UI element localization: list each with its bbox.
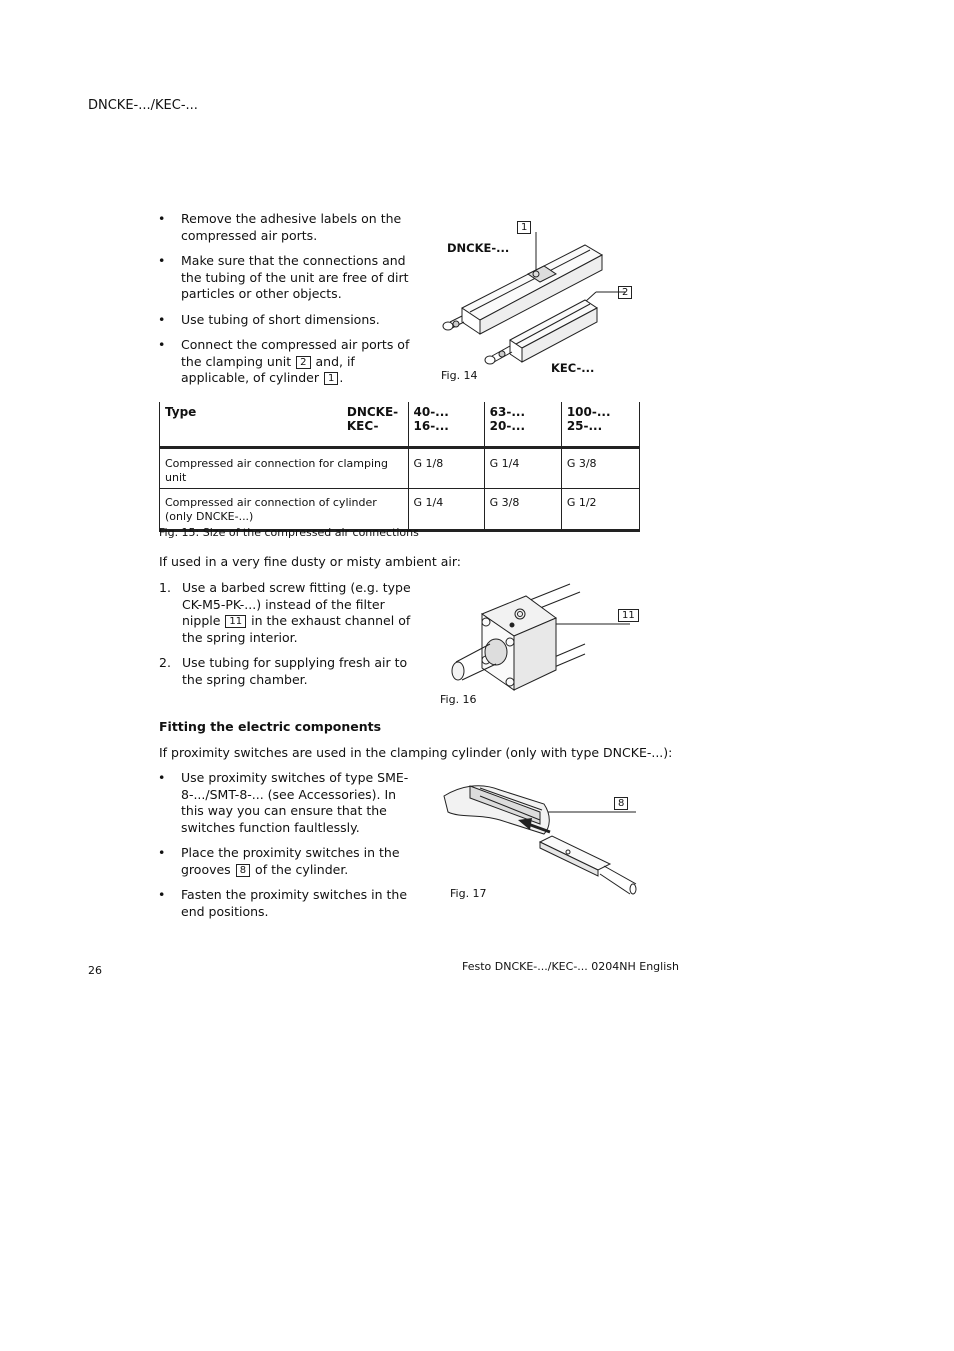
dusty-air-intro: If used in a very fine dusty or misty ambient air: <box>159 554 461 569</box>
list-item-text: Make sure that the connections and the tubing of the unit are free of dirt particles or other objects. <box>181 253 409 301</box>
list-item <box>159 580 421 646</box>
header-doc-ref: DNCKE-.../KEC-... <box>88 98 198 113</box>
list-item-text: Use tubing of short dimensions. <box>181 311 380 327</box>
fig14-label-dncke: DNCKE-... <box>447 241 510 255</box>
table-header-row <box>160 402 640 448</box>
fig17-proximity-switch-illustration <box>440 772 640 902</box>
bullet-mark: • <box>158 311 166 327</box>
list-item <box>158 887 420 920</box>
fig14-caption: Fig. 14 <box>441 369 478 382</box>
table-header-size-a: 63-... <box>489 405 526 419</box>
fig14-callout-1: 1 <box>517 221 531 234</box>
list-item <box>158 253 420 303</box>
table-cell: G 3/8 <box>484 489 561 531</box>
list-item <box>158 770 420 836</box>
table-cell: G 1/4 <box>484 448 561 489</box>
bullet-mark: • <box>158 770 166 785</box>
list-item-text: Use a barbed screw fitting (e.g. type CK-M5-PK-...) instead of the filter nipple <box>182 580 411 628</box>
table-row-label: Compressed air connection for clamping unit <box>160 448 409 489</box>
table-header-size-a: 100-... <box>566 405 611 419</box>
fig14-cylinders-illustration <box>440 230 640 380</box>
table-header-size-b: 25-... <box>566 419 603 433</box>
list-item-text: . <box>339 370 344 385</box>
bullet-mark: • <box>158 337 166 352</box>
list-item-text: Use tubing for supplying fresh air to the spring chamber. <box>182 655 408 687</box>
table-header-size <box>561 402 639 448</box>
install-bullet-list <box>158 211 420 396</box>
fig16-caption: Fig. 16 <box>440 693 477 706</box>
connection-size-table <box>159 402 640 532</box>
table-row-label-line2: (only DNCKE-...) <box>165 510 254 523</box>
section-title-electric: Fitting the electric components <box>159 719 382 734</box>
table-header-size-b: 20-... <box>489 419 526 433</box>
list-item-text: Use proximity switches of type SME-8-.../SMT-8-... (see Accessories). In this way you can ensure that the switches function faultlessly. <box>181 770 409 835</box>
proximity-bullet-list <box>158 770 420 929</box>
table-row <box>160 489 640 531</box>
callout-ref-box: 2 <box>296 356 310 369</box>
table-cell: G 1/8 <box>408 448 484 489</box>
table-header-model-line2: KEC- <box>346 419 379 433</box>
proximity-intro: If proximity switches are used in the clamping cylinder (only with type DNCKE-...): <box>159 745 673 760</box>
table-row-label-line1: Compressed air connection of cylinder <box>165 496 377 509</box>
fig14-callout-2: 2 <box>618 286 632 299</box>
dusty-air-steps <box>159 580 421 697</box>
table-header-size <box>484 402 561 448</box>
list-item-text: in the exhaust channel of the spring interior. <box>182 613 411 645</box>
step-number: 2. <box>159 655 171 670</box>
table-cell: G 3/8 <box>561 448 639 489</box>
callout-ref-box: 1 <box>324 372 338 385</box>
fig16-callout-11: 11 <box>618 609 639 622</box>
callout-ref-box: 11 <box>225 615 246 628</box>
list-item-text: and, if applicable, of cylinder <box>181 353 355 385</box>
list-item <box>158 211 420 244</box>
fig15-caption: Fig. 15: Size of the compressed air connections <box>159 526 419 539</box>
table-header-size-a: 40-... <box>413 405 449 419</box>
list-item-text: Fasten the proximity switches in the end positions. <box>181 887 408 919</box>
footer-doc-info: Festo DNCKE-.../KEC-... 0204NH English <box>462 960 679 973</box>
list-item <box>158 312 420 329</box>
list-item <box>158 337 420 387</box>
step-number: 1. <box>159 580 171 595</box>
bullet-mark: • <box>158 211 166 226</box>
fig17-callout-8: 8 <box>614 797 628 810</box>
bullet-mark: • <box>158 887 166 902</box>
table-cell: G 1/2 <box>561 489 639 531</box>
table-row-label <box>160 489 409 531</box>
list-item-text: Connect the compressed air ports of the clamping unit <box>181 337 410 369</box>
list-item-text: of the cylinder. <box>255 861 349 877</box>
list-item <box>158 845 420 878</box>
fig17-caption: Fig. 17 <box>450 887 487 900</box>
table-row <box>160 448 640 489</box>
footer-page-number: 26 <box>88 964 102 977</box>
fig16-cylinder-end-illustration <box>440 578 640 693</box>
table-header-size-b: 16-... <box>413 419 449 433</box>
table-cell: G 1/4 <box>408 489 484 531</box>
list-item-text: Place the proximity switches in the grooves <box>181 845 400 877</box>
table-header-size <box>408 402 484 448</box>
bullet-mark: • <box>158 253 166 268</box>
table-header-model <box>342 402 408 448</box>
bullet-mark: • <box>158 845 166 860</box>
fig14-label-kec: KEC-... <box>551 361 595 375</box>
list-item <box>159 655 421 688</box>
callout-ref-box: 8 <box>236 864 250 877</box>
list-item-text: Remove the adhesive labels on the compressed air ports. <box>181 211 402 243</box>
table-header-type: Type <box>160 402 342 448</box>
table-header-model-line1: DNCKE- <box>346 405 399 419</box>
